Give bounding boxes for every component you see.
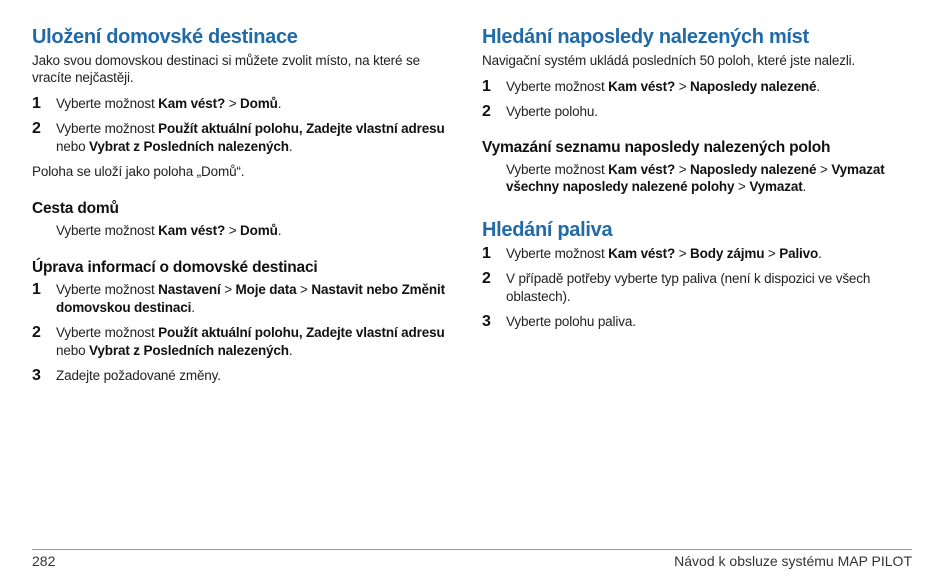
step-text: . [288,139,293,154]
path-separator: > [225,223,241,238]
step-text: nebo [56,343,90,358]
step-text: . [288,343,293,358]
footer-divider [32,549,912,550]
path-separator: > [816,162,832,177]
step-text: Vyberte možnost [56,223,159,238]
step-number: 2 [32,120,41,137]
step-edit-home-3 [32,367,452,385]
path-separator: > [675,79,691,94]
path-separator: > [734,179,750,194]
step-edit-home-1 [32,281,452,317]
step-edit-home-2 [32,324,452,360]
menu-path-item: Použít aktuální polohu, Zadejte vlastní adresu [158,121,445,136]
step-number: 3 [32,367,41,384]
note-save-home: Poloha se uloží jako poloha „Domů“. [32,164,245,179]
step-text: . [816,79,820,94]
step-fuel-2 [482,270,914,306]
menu-path-item: Nastavit nebo Změnit domovskou destinaci [56,282,445,315]
path-separator: > [764,246,780,261]
step-fuel-3 [482,313,914,331]
heading-edit-home: Úprava informací o domovské destinaci [32,259,318,276]
step-text: Vyberte možnost [56,282,159,297]
menu-path-item: Použít aktuální polohu, Zadejte vlastní adresu [158,325,445,340]
step-text: Vyberte možnost [506,162,609,177]
menu-path-item: Moje data [235,282,297,297]
step-number: 2 [482,103,491,120]
intro-save-home: Jako svou domovskou destinaci si můžete zvolit místo, na které se vracíte nejčastěji. [32,53,420,85]
menu-path-item: Body zájmu [690,246,765,261]
step-text: Vyberte možnost [56,325,159,340]
menu-path-item: Vybrat z Posledních nalezených [89,139,289,154]
left-column [32,25,452,392]
manual-title: Návod k obsluze systému MAP PILOT [674,553,912,569]
step-text: Vyberte polohu paliva. [506,314,636,329]
path-separator: > [675,162,691,177]
step-number: 1 [482,245,491,262]
step-text: Vyberte možnost [56,96,159,111]
step-text: Vyberte možnost [506,79,609,94]
intro-recent-places: Navigační systém ukládá posledních 50 poloh, které jste nalezli. [482,53,856,68]
step-text: nebo [56,139,90,154]
heading-clear-recent: Vymazání seznamu naposledy nalezených poloh [482,139,831,156]
step-text: . [802,179,807,194]
menu-path-item: Kam vést? [158,96,226,111]
step-text: . [818,246,822,261]
heading-recent-places: Hledání naposledy nalezených míst [482,26,809,48]
step-number: 2 [482,270,491,287]
path-separator: > [225,96,241,111]
menu-path-item: Kam vést? [608,246,676,261]
menu-path-item: Kam vést? [608,79,676,94]
step-text: Zadejte požadované změny. [56,368,221,383]
step-number: 1 [32,95,41,112]
step-text: V případě potřeby vyberte typ paliva (není k dispozici ve všech oblastech). [506,271,871,304]
page-number: 282 [32,553,56,569]
heading-find-fuel: Hledání paliva [482,219,613,241]
menu-path-item: Naposledy nalezené [690,162,817,177]
step-text: . [277,96,282,111]
menu-path-item: Kam vést? [608,162,676,177]
step-text: . [277,223,282,238]
step-save-home-2 [32,120,452,156]
menu-path-item: Vymazat [749,179,803,194]
heading-go-home: Cesta domů [32,200,119,217]
step-text: Vyberte polohu. [506,104,598,119]
menu-path-item: Vybrat z Posledních nalezených [89,343,289,358]
menu-path-item: Naposledy nalezené [690,79,817,94]
menu-path-item: Vymazat všechny naposledy nalezené polohy [506,162,885,194]
menu-path-item: Domů [240,223,278,238]
menu-path-item: Kam vést? [158,223,226,238]
step-save-home-1 [32,95,452,113]
menu-path-item: Nastavení [158,282,221,297]
menu-path-item: Palivo [779,246,819,261]
step-text: . [191,300,195,315]
step-fuel-1 [482,245,914,263]
path-separator: > [296,282,312,297]
step-number: 1 [32,281,41,298]
step-recent-2 [482,103,914,121]
step-recent-1 [482,78,914,96]
heading-save-home: Uložení domovské destinace [32,26,298,48]
step-text: Vyberte možnost [506,246,609,261]
step-text: Vyberte možnost [56,121,159,136]
line-clear-recent [482,161,914,195]
path-separator: > [675,246,691,261]
step-number: 1 [482,78,491,95]
right-column [482,25,914,338]
line-go-home [32,222,452,239]
step-number: 3 [482,313,491,330]
menu-path-item: Domů [240,96,278,111]
step-number: 2 [32,324,41,341]
path-separator: > [220,282,236,297]
